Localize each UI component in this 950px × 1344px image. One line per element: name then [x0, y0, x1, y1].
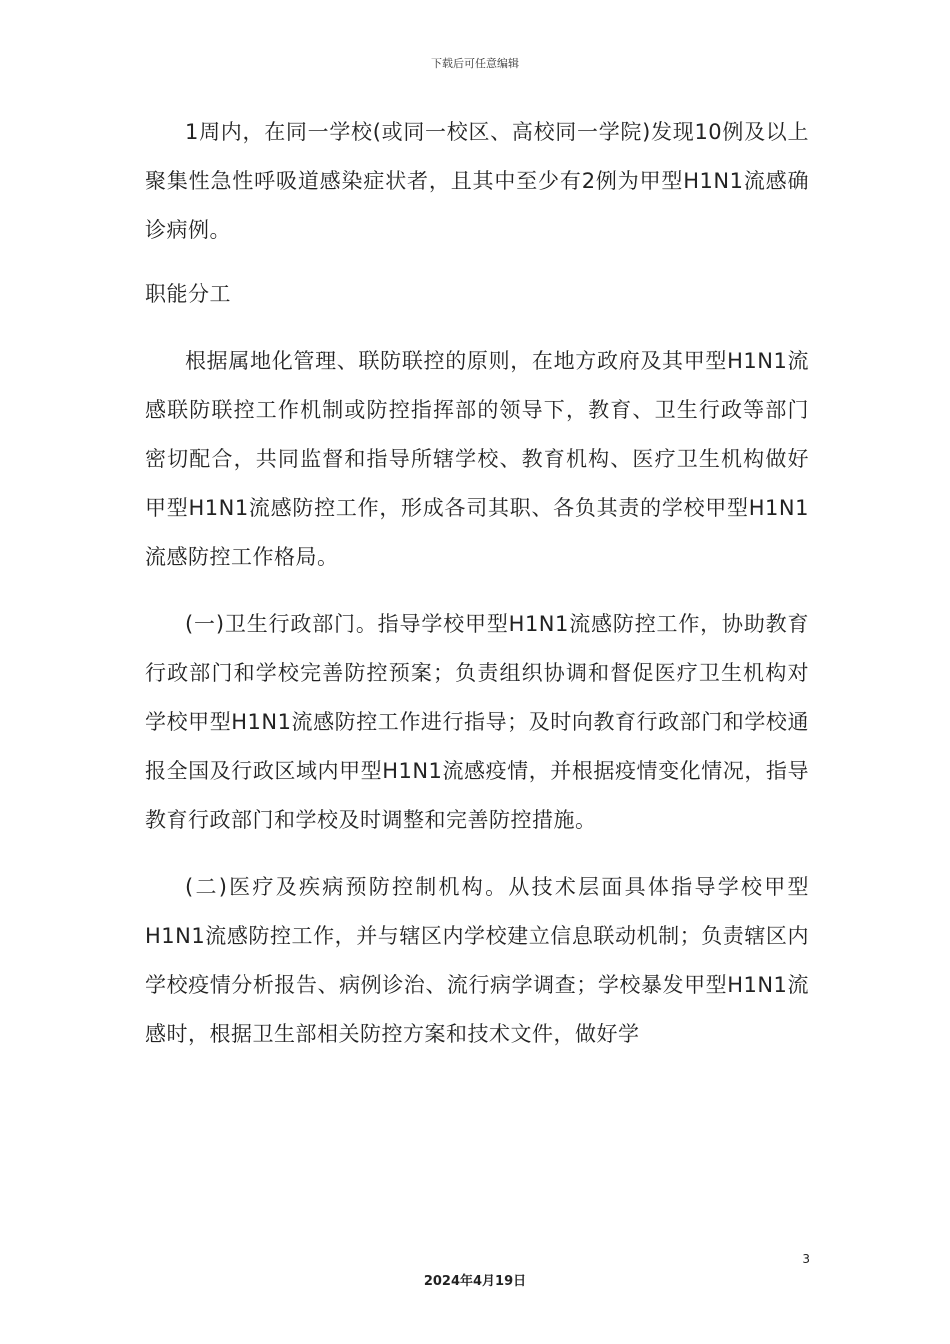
paragraph-medical-institutions: (二)医疗及疾病预防控制机构。从技术层面具体指导学校甲型H1N1流感防控工作，并与辖区内学校建立信息联动机制；负责辖区内学校疫情分析报告、病例诊治、流行病学调查；学校暴发甲型H1N1流感时，根据卫生部相关防控方案和技术文件，做好学	[145, 875, 809, 1046]
footer-date: 2024年4月19日	[423, 1274, 527, 1289]
paragraph-health-admin: (一)卫生行政部门。指导学校甲型H1N1流感防控工作，协助教育行政部门和学校完善防控预案；负责组织协调和督促医疗卫生机构对学校甲型H1N1流感防控工作进行指导；及时向教育行政部门和学校通报全国及行政区域内甲型H1N1流感疫情，并根据疫情变化情况，指导教育行政部门和学校及时调整和完善防控措施。	[145, 612, 809, 832]
document-body	[145, 108, 809, 1059]
paragraph-principles: 根据属地化管理、联防联控的原则，在地方政府及其甲型H1N1流感联防联控工作机制或防控指挥部的领导下，教育、卫生行政等部门密切配合，共同监督和指导所辖学校、教育机构、医疗卫生机构做好甲型H1N1流感防控工作，形成各司其职、各负其责的学校甲型H1N1流感防控工作格局。	[145, 349, 809, 569]
page-number: 3	[802, 1252, 810, 1266]
section-heading: 职能分工	[145, 282, 231, 306]
page-header: 下载后可任意编辑	[431, 57, 519, 70]
paragraph-outbreak-definition: 1周内，在同一学校(或同一校区、高校同一学院)发现10例及以上聚集性急性呼吸道感染症状者，且其中至少有2例为甲型H1N1流感确诊病例。	[145, 120, 809, 242]
